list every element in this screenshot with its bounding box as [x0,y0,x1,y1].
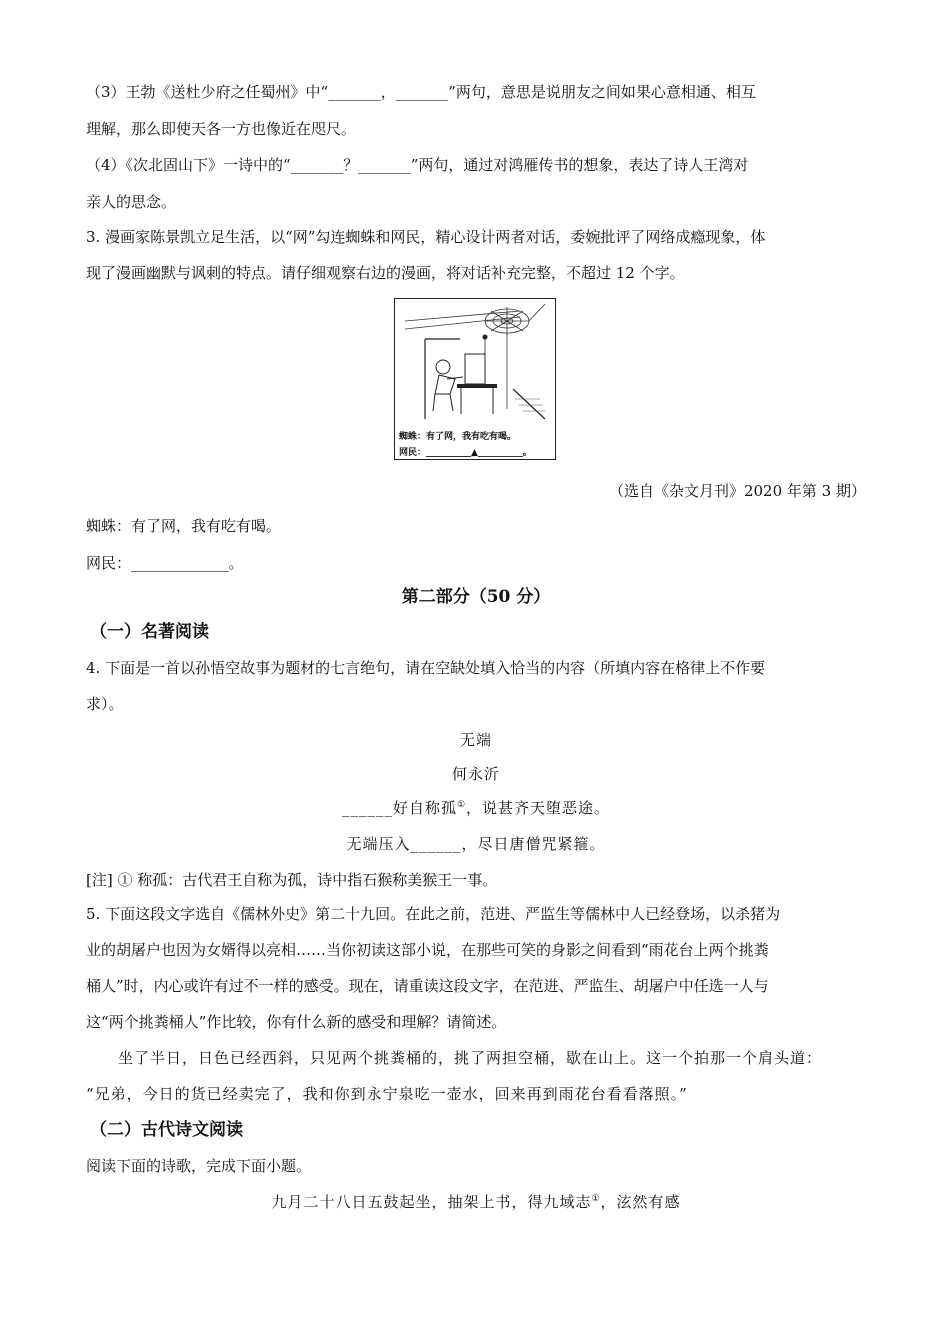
section2-title: （二）古代诗文阅读 [90,1120,243,1140]
cartoon-drawing [395,299,555,424]
poem2-title [86,1192,866,1212]
spider-dialogue: 蜘蛛：有了网，我有吃有喝。 [86,517,282,535]
q5-line3: 桶人”时，内心或许有过不一样的感受。现在，请重读这段文字，在范进、严监生、胡屠户中任选一人与 [86,977,769,995]
q5-line2: 业的胡屠户也因为女婿得以亮相……当你初读这部小说，在那些可笑的身影之间看到“雨花台上两个挑粪 [86,941,769,959]
q5-line4: 这“两个挑粪桶人”作比较，你有什么新的感受和理解？请简述。 [86,1013,507,1031]
q3-line2: 现了漫画幽默与讽刺的特点。请仔细观察右边的漫画，将对话补充完整，不超过 12 个字。 [86,264,685,282]
poem-line2: 无端压入______，尽日唐僧咒紧箍。 [346,835,606,853]
q3-3-line1: （3）王勃《送杜少府之任蜀州》中“_______，_______”两句，意思是说朋友之间如果心意相通、相互 [86,83,756,101]
poem-author: 何永沂 [451,765,500,783]
cartoon-image [394,298,556,460]
poem2-title-b: ，泫然有感 [600,1193,681,1211]
poem2-title-a: 九月二十八日五鼓起坐，抽架上书，得九域志 [271,1193,592,1211]
q5-line1: 5. 下面这段文字选自《儒林外史》第二十九回。在此之前，范进、严监生等儒林中人已经登场，以杀猪为 [86,905,781,923]
section1-title: （一）名著阅读 [90,622,209,642]
poem-title: 无端 [459,731,492,749]
q3-4-line2: 亲人的思念。 [86,193,177,211]
q4-line1: 4. 下面是一首以孙悟空故事为题材的七言绝句，请在空缺处填入恰当的内容（所填内容在格律上不作要 [86,659,766,677]
note-marker: ① [456,800,467,810]
q5-excerpt-line2: “兄弟，今日的货已经卖完了，我和你到永宁泉吃一壶水，回来再到雨花台看看落照。” [86,1085,688,1103]
q3-3-line2: 理解，那么即使天各一方也像近在咫尺。 [86,120,357,138]
q3-4-line1: （4）《次北固山下》一诗中的“_______？_______”两句，通过对鸿雁传书的想象，表达了诗人王湾对 [86,156,749,174]
netizen-dialogue: 网民：_____________。 [86,554,244,572]
poem2-note-marker: ① [591,1194,601,1204]
q4-line2: 求）。 [86,695,124,713]
q3-line1: 3. 漫画家陈景凯立足生活，以“网”勾连蜘蛛和网民，精心设计两者对话，委婉批评了网络成瘾现象，体 [86,228,766,246]
q5-excerpt-line1: 坐了半日，日色已经西斜，只见两个挑粪桶的，挑了两担空桶，歇在山上。这一个拍那一个肩头道： [118,1049,823,1067]
q4-note: [注] ① 称孤：古代君王自称为孤，诗中指石猴称美猴王一事。 [86,871,498,889]
cartoon-caption-spider: 蜘蛛：有了网，我有吃有喝。 [399,432,517,442]
part2-title: 第二部分（50 分） [401,587,551,607]
section2-intro: 阅读下面的诗歌，完成下面小题。 [86,1157,312,1175]
cartoon-source: （选自《杂文月刊》2020 年第 3 期） [608,482,866,500]
cartoon-caption-netizen: 网民：__________▲__________。 [399,448,532,458]
poem-line1-b: ，说甚齐天堕恶途。 [466,799,611,817]
poem-line1 [86,798,866,818]
poem-line1-a: ______好自称孤 [341,799,457,817]
